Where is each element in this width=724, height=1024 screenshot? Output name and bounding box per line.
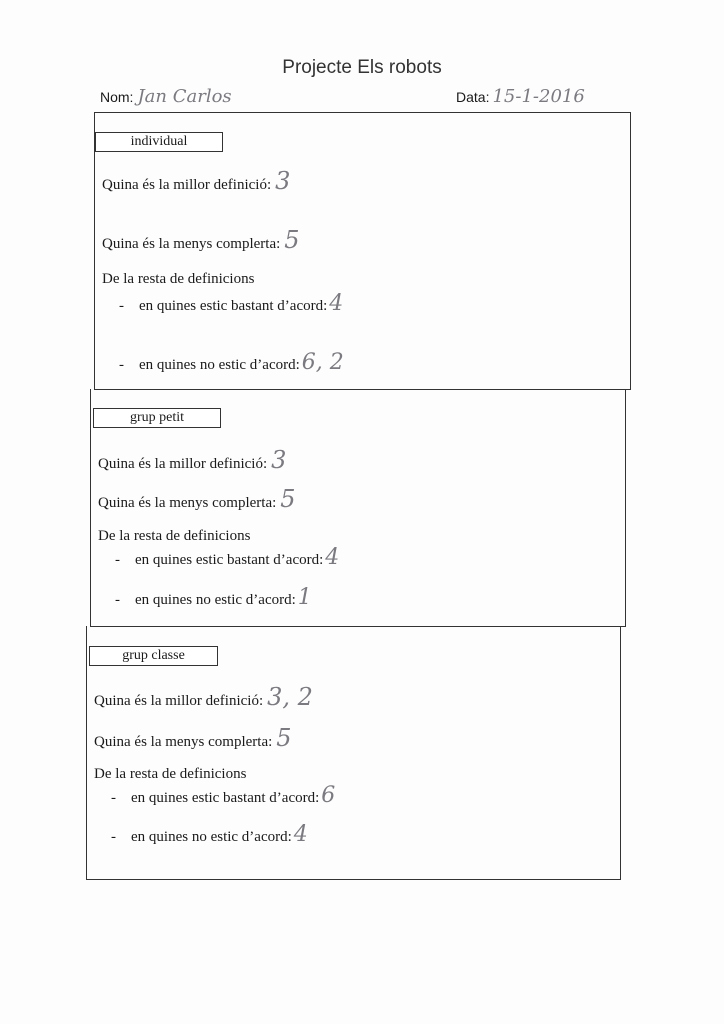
- agree-answer: 4: [325, 545, 340, 570]
- name-value: Jan Carlos: [137, 86, 232, 107]
- section-tag: grup petit: [93, 408, 221, 428]
- page-title: Projecte Els robots: [282, 57, 442, 78]
- disagree-row: [119, 350, 344, 375]
- rest-heading: De la resta de definicions: [98, 528, 251, 544]
- least-complete-question: Quina és la menys complerta:: [94, 734, 273, 750]
- agree-answer: 6: [321, 783, 336, 808]
- agree-answer: 4: [329, 291, 344, 316]
- best-definition-answer: 3: [271, 446, 287, 474]
- agree-row: [119, 291, 343, 316]
- section-grup-classe: [86, 626, 621, 880]
- best-definition-question: Quina és la millor definició:: [94, 693, 264, 709]
- section-grup-petit: [90, 389, 626, 627]
- disagree-row: [115, 585, 312, 610]
- least-complete-row: [94, 724, 292, 752]
- disagree-question: en quines no estic d’acord:: [139, 357, 300, 373]
- name-field: [100, 86, 232, 107]
- agree-question: en quines estic bastant d’acord:: [139, 298, 328, 314]
- date-field: [456, 86, 585, 107]
- dash: -: [111, 790, 116, 806]
- section-tag: grup classe: [89, 646, 218, 666]
- least-complete-answer: 5: [280, 485, 296, 513]
- disagree-answer: 4: [293, 822, 308, 847]
- agree-row: [111, 783, 335, 808]
- disagree-question: en quines no estic d’acord:: [135, 592, 296, 608]
- dash: -: [119, 298, 124, 314]
- section-tag: individual: [95, 132, 223, 152]
- name-label: Nom:: [100, 89, 134, 105]
- dash: -: [111, 829, 116, 845]
- least-complete-answer: 5: [284, 226, 300, 254]
- section-individual: [94, 112, 631, 390]
- agree-question: en quines estic bastant d’acord:: [135, 552, 324, 568]
- rest-heading: De la resta de definicions: [94, 766, 247, 782]
- dash: -: [115, 592, 120, 608]
- best-definition-question: Quina és la millor definició:: [102, 177, 272, 193]
- least-complete-row: [102, 226, 300, 254]
- disagree-answer: 6, 2: [301, 350, 344, 375]
- best-definition-row: [98, 446, 286, 474]
- dash: -: [115, 552, 120, 568]
- disagree-question: en quines no estic d’acord:: [131, 829, 292, 845]
- date-value: 15-1-2016: [492, 86, 585, 107]
- disagree-answer: 1: [297, 585, 312, 610]
- dash: -: [119, 357, 124, 373]
- agree-question: en quines estic bastant d’acord:: [131, 790, 320, 806]
- least-complete-row: [98, 485, 296, 513]
- least-complete-question: Quina és la menys complerta:: [102, 236, 281, 252]
- disagree-row: [111, 822, 308, 847]
- date-label: Data:: [456, 89, 490, 105]
- agree-row: [115, 545, 339, 570]
- best-definition-answer: 3: [275, 167, 291, 195]
- best-definition-answer: 3, 2: [267, 683, 313, 711]
- best-definition-row: [102, 167, 290, 195]
- least-complete-answer: 5: [276, 724, 292, 752]
- best-definition-question: Quina és la millor definició:: [98, 456, 268, 472]
- best-definition-row: [94, 683, 313, 711]
- least-complete-question: Quina és la menys complerta:: [98, 495, 277, 511]
- rest-heading: De la resta de definicions: [102, 271, 255, 287]
